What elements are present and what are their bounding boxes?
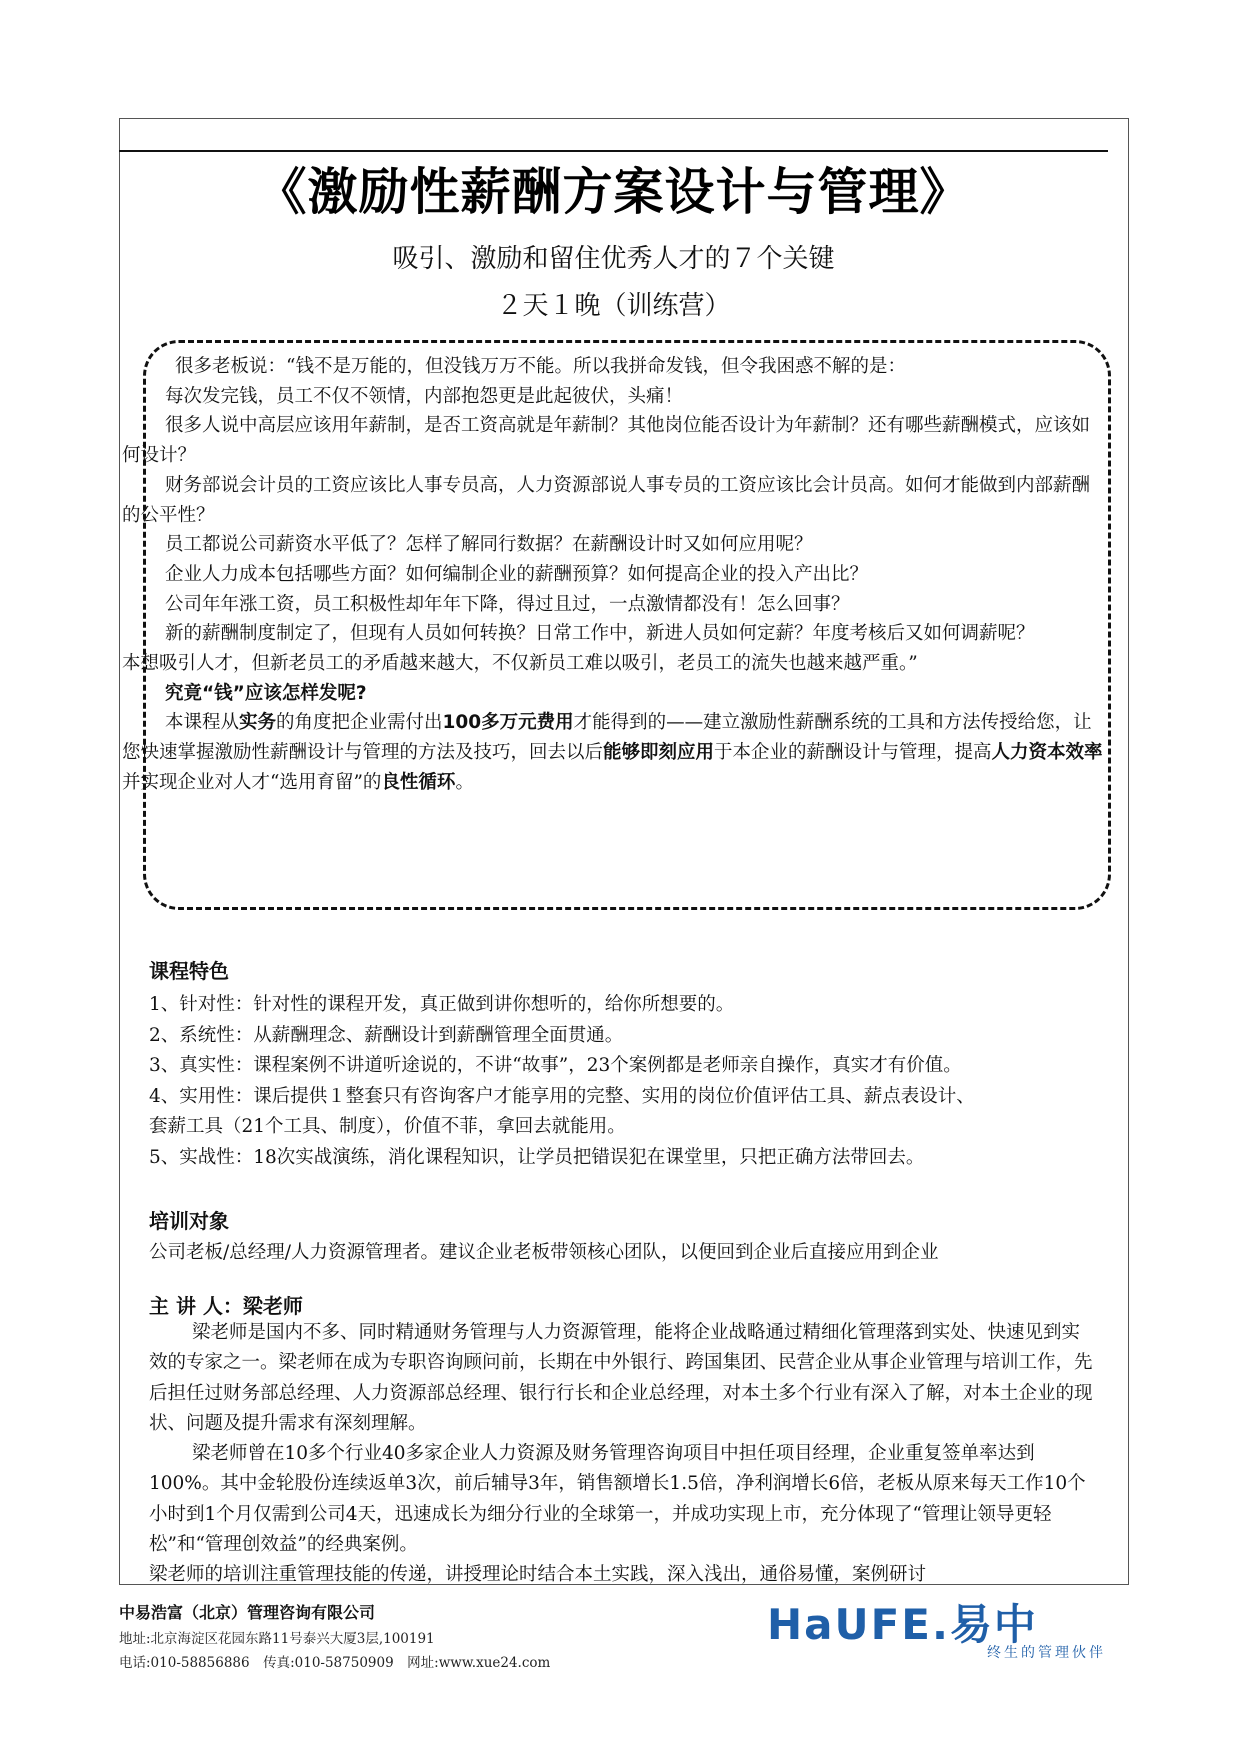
teacher-bio: [149, 1318, 1094, 1586]
audience-heading: 培训对象: [149, 1209, 229, 1233]
summary-emphasis: 实务: [239, 712, 277, 734]
intro-paragraph: 员工都说公司薪资水平低了？怎样了解同行数据？在薪酬设计时又如何应用呢？: [165, 534, 813, 556]
summary-text: 于本企业的薪酬设计与管理，提高: [714, 742, 992, 764]
course-format: ２天１晚（训练营）: [496, 291, 731, 321]
footer-contact: 电话:010-58856886 传真:010-58750909 网址:www.xue24.com: [119, 1655, 551, 1671]
intro-question-text: 究竟“钱”应该怎样发呢?: [165, 682, 367, 704]
intro-paragraph: 企业人力成本包括哪些方面？如何编制企业的薪酬预算？如何提高企业的投入产出比？: [165, 563, 869, 585]
feature-item: 套薪工具（21个工具、制度），价值不菲，拿回去就能用。: [149, 1116, 626, 1137]
teacher-heading: 主 讲 人：梁老师: [149, 1294, 303, 1318]
audience-text: 公司老板/总经理/人力资源管理者。建议企业老板带领核心团队，以便回到企业后直接应用到企业: [149, 1242, 939, 1263]
logo-tagline: 终生的管理伙伴: [987, 1645, 1106, 1661]
bio-paragraph: 梁老师曾在10多个行业40多家企业人力资源及财务管理咨询项目中担任项目经理，企业重复签单率达到100%。其中金轮股份连续返单3次，前后辅导3年，销售额增长1.5倍，净利润增长6倍，老板从原来每天工作10个小时到1个月仅需到公司4天，迅速成长为细分行业的全球第一，并成功实现上市，充分体现了“管理让领导更轻松”和“管理创效益”的经典案例。: [149, 1443, 1086, 1556]
feature-item: 3、真实性：课程案例不讲道听途说的，不讲“故事”，23个案例都是老师亲自操作，真实才有价值。: [149, 1055, 962, 1076]
intro-question: [122, 679, 1106, 709]
features-list: [149, 990, 1099, 1173]
page-title: 《激励性薪酬方案设计与管理》: [256, 163, 971, 221]
intro-summary: [122, 708, 1106, 797]
feature-item: 1、针对性：针对性的课程开发，真正做到讲你想听的，给你所想要的。: [149, 994, 735, 1015]
summary-text: 的角度把企业需付出: [276, 712, 443, 734]
summary-text: 并实现企业对人才“选用育留”的: [122, 771, 382, 793]
footer-company: 中易浩富（北京）管理咨询有限公司: [119, 1603, 376, 1622]
feature-item: 4、实用性：课后提供１整套只有咨询客户才能享用的完整、实用的岗位价值评估工具、薪点表设计、: [149, 1085, 975, 1107]
summary-emphasis: 能够即刻应用: [603, 742, 715, 764]
summary-text: 才能得到的——建立激励性薪酬系统的工具和方法传授给您，让您快速掌握激励性薪酬设计与管理的方法及技巧，回去以后: [122, 712, 1092, 764]
intro-paragraph: 本想吸引人才，但新老员工的矛盾越来越大，不仅新员工难以吸引，老员工的流失也越来越严重。”: [122, 653, 918, 675]
bio-paragraph: 梁老师是国内不多、同时精通财务管理与人力资源管理，能将企业战略通过精细化管理落到实处、快速见到实效的专家之一。梁老师在成为专职咨询顾问前，长期在中外银行、跨国集团、民营企业从事企业管理与培训工作，先后担任过财务部总经理、人力资源部总经理、银行行长和企业总经理，对本土多个行业有深入了解，对本土企业的现状、问题及提升需求有深刻理解。: [149, 1322, 1093, 1434]
intro-paragraph: 每次发完钱，员工不仅不领情，内部抱怨更是此起彼伏，头痛！: [165, 385, 684, 407]
page-subtitle: 吸引、激励和留住优秀人才的７个关键: [392, 244, 835, 274]
features-heading: 课程特色: [149, 959, 229, 983]
intro-paragraph: 财务部说会计员的工资应该比人事专员高，人力资源部说人事专员的工资应该比会计员高。如何才能做到内部薪酬的公平性？: [122, 474, 1091, 526]
intro-paragraph: 新的薪酬制度制定了，但现有人员如何转换？日常工作中，新进人员如何定薪？年度考核后又如何调薪呢？: [165, 623, 1035, 645]
summary-text: 。: [455, 771, 474, 793]
summary-emphasis: 100多万元费用: [442, 712, 574, 734]
feature-item: 5、实战性：18次实战演练，消化课程知识，让学员把错误犯在课堂里，只把正确方法带回去。: [149, 1146, 925, 1168]
summary-emphasis: 人力资本效率: [991, 742, 1103, 764]
summary-emphasis: 良性循环: [381, 771, 456, 793]
feature-item: 2、系统性：从薪酬理念、薪酬设计到薪酬管理全面贯通。: [149, 1024, 624, 1046]
intro-paragraph: 很多人说中高层应该用年薪制，是否工资高就是年薪制？其他岗位能否设计为年薪制？还有哪些薪酬模式，应该如何设计？: [122, 415, 1091, 467]
intro-text: [122, 352, 1106, 798]
bio-paragraph: 梁老师的培训注重管理技能的传递，讲授理论时结合本土实践，深入浅出，通俗易懂，案例研讨: [149, 1564, 927, 1586]
footer-address: 地址:北京海淀区花园东路11号泰兴大厦3层,100191: [119, 1631, 435, 1647]
intro-paragraph: 很多老板说：“钱不是万能的，但没钱万万不能。所以我拼命发钱，但令我困惑不解的是：: [175, 356, 906, 377]
summary-text: 本课程从: [165, 712, 240, 734]
intro-paragraph: 公司年年涨工资，员工积极性却年年下降，得过且过，一点激情都没有！怎么回事？: [165, 593, 850, 615]
logo-wordmark: HaUFE.易中: [767, 1600, 1038, 1649]
company-logo: [767, 1592, 1110, 1662]
